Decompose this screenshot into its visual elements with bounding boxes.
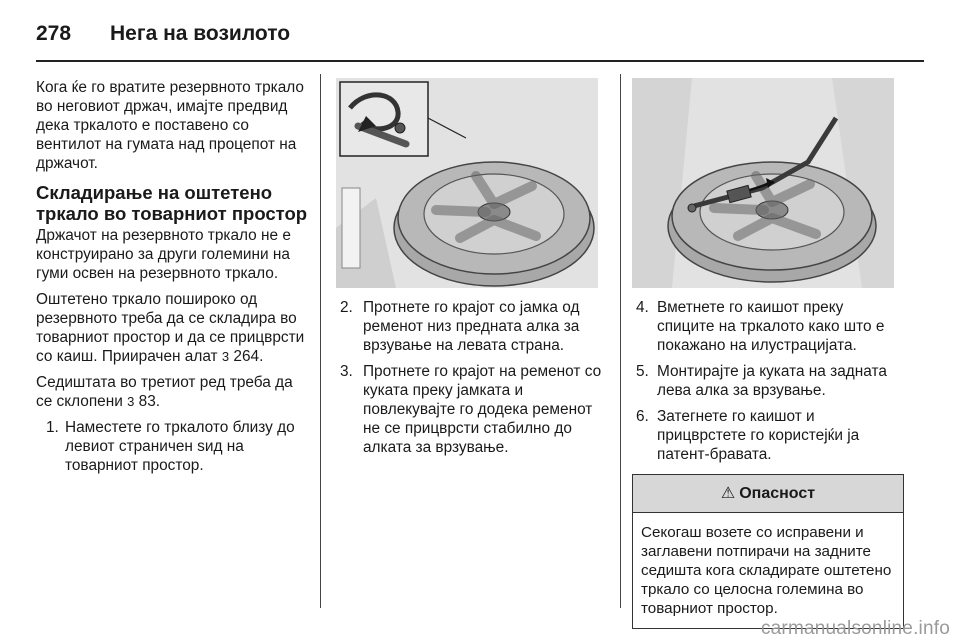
paragraph-3-text: Седиштата во третиот ред треба да се склопени <box>36 374 293 410</box>
paragraph-3 <box>36 373 312 411</box>
step-number: 6. <box>636 408 649 425</box>
list-item <box>632 362 904 400</box>
step-text: Протнете го крајот со јамка од ременот низ предната алка за врзување на левата страна. <box>363 299 580 354</box>
cross-reference-icon: 3 <box>127 394 135 409</box>
warning-header <box>633 475 903 513</box>
steps-list-1 <box>36 418 312 475</box>
step-number: 4. <box>636 299 649 316</box>
step-text: Затегнете го каишот и прицврстете го користејќи ја патент-бравата. <box>657 408 860 463</box>
paragraph-3-page-ref[interactable]: 83. <box>138 393 161 410</box>
page-title: Нега на возилото <box>110 22 291 45</box>
step-text: Монтирајте ја куката на задната лева алка за врзување. <box>657 363 887 399</box>
step-number: 3. <box>340 363 353 380</box>
steps-list-3 <box>632 298 904 464</box>
page-header <box>36 14 290 54</box>
column-3 <box>632 78 904 629</box>
list-item <box>632 298 904 355</box>
paragraph-2-page-ref[interactable]: 264. <box>233 348 264 365</box>
column-2 <box>336 78 606 464</box>
figure-wheel-strap-tightened <box>632 78 894 288</box>
step-text: Наместете го тркалото близу до левиот страничен ѕид на товарниот простор. <box>65 419 295 474</box>
cross-reference-icon: 3 <box>221 349 230 364</box>
page-number: 278 <box>36 22 72 45</box>
paragraph-2-text: Оштетено тркало пошироко од резервното треба да се складира во товарниот простор и да се прицврсти со каиш. Приирачен алат <box>36 291 305 365</box>
step-number: 5. <box>636 363 649 380</box>
step-text: Протнете го крајот на ременот со куката преку јамката и повлекувајте го додека ременот не се прицврсти стабилно до алката за врзување. <box>363 363 602 456</box>
paragraph-2 <box>36 290 312 366</box>
list-item <box>632 407 904 464</box>
steps-list-2 <box>336 298 606 457</box>
column-1 <box>36 78 312 482</box>
step-text: Вметнете го каишот преку спиците на тркалото како што е покажано на илустрацијата. <box>657 299 885 354</box>
watermark: carmanualsonline.info <box>760 618 950 639</box>
header-divider <box>36 60 924 62</box>
step-number: 1. <box>46 419 59 436</box>
warning-box <box>632 474 904 629</box>
figure-wheel-strap-loop <box>336 78 598 288</box>
wheel-illustration-1 <box>336 78 598 288</box>
wheel-illustration-2 <box>632 78 894 288</box>
list-item <box>336 362 606 457</box>
column-divider-2 <box>620 74 621 608</box>
list-item <box>336 298 606 355</box>
list-item <box>36 418 312 475</box>
warning-icon: ⚠ <box>720 485 736 502</box>
intro-paragraph: Кога ќе го вратите резервното тркало во неговиот држач, имајте предвид дека тркалото е поставено со вентилот на гумата над процепот на држачот. <box>36 79 304 172</box>
column-divider-1 <box>320 74 321 608</box>
step-number: 2. <box>340 299 353 316</box>
paragraph-1: Држачот на резервното тркало не е конструирано за други големини на гуми освен на резервното тркало. <box>36 227 291 282</box>
warning-title: Опасност <box>739 485 816 502</box>
warning-text: Секогаш возете со исправени и заглавени потпирачи на задните седишта кога складирате оштетено тркало со целосна големина во товарниот простор. <box>641 524 892 617</box>
section-heading: Складирање на оштетено тркало во товарниот простор <box>36 182 308 224</box>
